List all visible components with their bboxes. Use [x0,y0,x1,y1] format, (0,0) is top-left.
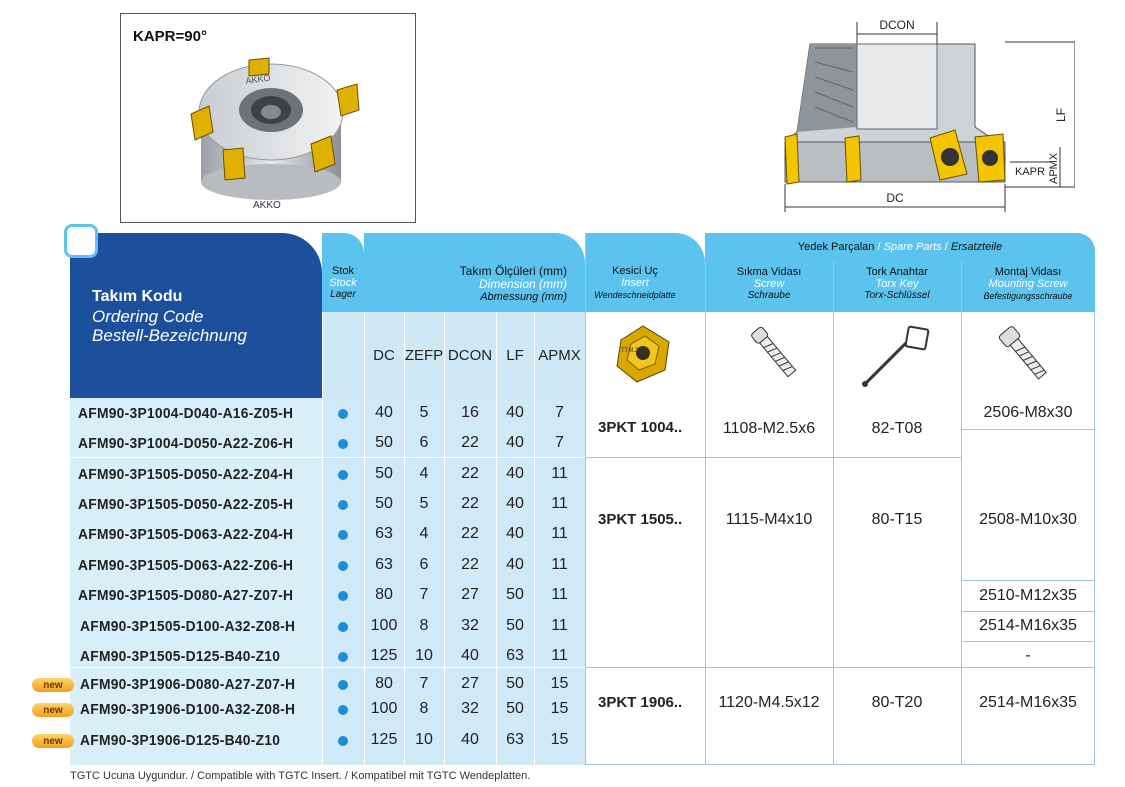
apmx-value: 15 [550,731,569,748]
screw-en: Screw [753,278,785,290]
dc-value: 80 [375,586,393,603]
stock-dot [338,561,348,571]
milling-cutter-photo [161,32,381,217]
checkbox-icon [64,224,98,258]
apmx-value: 11 [551,525,568,542]
apmx-value: 7 [555,434,564,451]
spare-title: Yedek Parçalan / Spare Parts / Ersatzteile [797,241,1003,253]
apmx-value: 11 [551,465,568,482]
dc-value: 50 [375,495,393,512]
new-badge: new [32,734,74,748]
zefp-value: 10 [415,647,433,664]
zefp-value: 7 [419,586,429,603]
insert-group-1: 3PKT 1004.. [598,419,683,436]
ordering-code: AFM90-3P1004-D050-A22-Z06-H [78,435,294,452]
mounting-screw-3: 2510-M12x35 [979,587,1077,604]
mounting-screw-1: 2506-M8x30 [983,404,1073,421]
stock-col-label-bg [322,312,364,398]
col-apmx: APMX [538,346,581,364]
dc-value: 80 [375,675,393,692]
insert-group-2: 3PKT 1505.. [598,511,683,528]
dc-value: 63 [375,525,393,542]
stock-dot [338,409,348,419]
ordering-code: AFM90-3P1505-D050-A22-Z05-H [78,496,294,513]
kapr-label: KAPR=90° [133,28,207,45]
dc-value: 50 [375,434,393,451]
stock-dot [338,470,348,480]
screw-icon [745,322,805,388]
dim-de: Abmessung (mm) [480,291,567,303]
lf-value: 63 [506,731,524,748]
zefp-value: 7 [419,675,429,692]
brand-text: AKKO [253,200,281,211]
stock-dot [338,736,348,746]
dcon-value: 27 [461,675,479,692]
stock-dot [338,500,348,510]
dcon-value: 16 [461,404,479,421]
mounting-screw-icon [995,322,1055,388]
spare-images-row [705,312,1095,398]
ordering-code: AFM90-3P1505-D050-A22-Z04-H [78,466,294,483]
apmx-value: 11 [551,586,568,603]
tool-code-en: Ordering Code [92,307,204,326]
stock-dot [338,591,348,601]
dc-value: 40 [375,404,393,421]
ordering-code: AFM90-3P1505-D125-B40-Z10 [80,648,281,665]
apmx-value: 11 [551,647,568,664]
dim-en: Dimension (mm) [478,277,567,291]
svg-text:AKKO: AKKO [244,72,272,86]
zefp-value: 10 [415,731,433,748]
apmx-value: 15 [550,700,569,717]
lf-value: 50 [506,675,524,692]
mounting-screw-4: 2514-M16x35 [979,617,1077,634]
dc-value: 125 [370,731,398,748]
zefp-value: 5 [419,495,429,512]
tool-code-de: Bestell-Bezeichnung [92,326,247,345]
spare-parts-header [705,233,1095,261]
key-header [833,266,961,302]
torx-key-icon [855,320,935,392]
zefp-value: 4 [419,525,429,542]
insert-group-3: 3PKT 1906.. [598,694,683,711]
dcon-value: 27 [461,586,479,603]
stock-dot [338,680,348,690]
dc-value: 63 [375,556,393,573]
kapr-drawing-label: KAPR [1015,166,1045,178]
spare-de: Ersatzteile [950,241,1003,253]
apmx-value: 11 [551,556,568,573]
dcon-value: 22 [461,465,479,482]
ordering-code: AFM90-3P1906-D080-A27-Z07-H [80,676,296,693]
dcon-value: 32 [461,617,479,634]
insert-image-cell [585,312,705,398]
screw-group-3: 1120-M4.5x12 [718,694,820,711]
apmx-value: 15 [550,675,569,692]
apmx-label: APMX [1048,152,1060,184]
lf-label: LF [1054,107,1068,122]
screw-group-2: 1115-M4x10 [725,511,813,528]
mounting-screw-2: 2508-M10x30 [979,511,1077,528]
col-dcon: DCON [447,346,493,364]
ordering-code: AFM90-3P1906-D125-B40-Z10 [80,732,281,749]
dim-tr: Takım Ölçüleri (mm) [459,264,567,278]
apmx-value: 7 [555,404,564,421]
zefp-value: 5 [419,404,429,421]
dcon-value: 22 [461,495,479,512]
key-tr: Tork Anahtar [866,266,928,278]
ordering-code: AFM90-3P1505-D100-A32-Z08-H [80,618,296,635]
lf-value: 40 [506,404,524,421]
lf-value: 40 [506,495,524,512]
mount-tr: Montaj Vidası [994,266,1062,278]
zefp-value: 8 [419,700,429,717]
dcon-value: 40 [461,647,479,664]
dc-label: DC [886,191,904,205]
ordering-code-header [70,233,322,398]
zefp-value: 6 [419,434,429,451]
stock-dot [338,652,348,662]
ordering-code: AFM90-3P1505-D080-A27-Z07-H [78,587,294,604]
ordering-code: AFM90-3P1004-D040-A16-Z05-H [78,405,294,422]
key-en: Torx Key [875,278,919,290]
svg-text:TTM.3P: TTM.3P [621,348,643,354]
lf-value: 50 [506,617,524,634]
ordering-code: AFM90-3P1906-D100-A32-Z08-H [80,701,296,718]
key-de: Torx-Schlüssel [864,290,930,301]
technical-drawing [775,12,1075,227]
new-badge: new [32,703,74,717]
lf-value: 40 [506,525,524,542]
col-dc: DC [373,346,395,364]
screw-group-1: 1108-M2.5x6 [722,420,816,437]
insert-icon [613,322,675,386]
lf-value: 40 [506,434,524,451]
apmx-value: 11 [551,617,568,634]
stock-de: Lager [330,289,356,300]
stock-tr: Stok [331,265,354,277]
insert-de: Wendeschneidplatte [594,290,676,300]
mount-en: Mounting Screw [988,278,1068,290]
sep [322,312,323,765]
dcon-value: 40 [461,731,479,748]
lf-value: 50 [506,586,524,603]
dcon-value: 22 [461,556,479,573]
stock-dot [338,705,348,715]
ordering-code: AFM90-3P1505-D063-A22-Z06-H [78,557,294,574]
group-sep [585,457,961,458]
lf-value: 40 [506,556,524,573]
ordering-code: AFM90-3P1505-D063-A22-Z04-H [78,526,294,543]
dc-value: 125 [370,647,398,664]
lf-value: 50 [506,700,524,717]
insert-tr: Kesici Uç [612,265,658,277]
lf-value: 40 [506,465,524,482]
zefp-value: 6 [419,556,429,573]
dc-value: 50 [375,465,393,482]
spare-tr: Yedek Parçalan [797,241,875,253]
new-badge: new [32,678,74,692]
stock-dot [338,622,348,632]
product-photo-box [120,13,416,223]
footer-note: TGTC Ucuna Uygundur. / Compatible with TGTC Insert. / Kompatibel mit TGTC Wendeplatten. [70,770,531,782]
tool-code-tr: Takım Kodu [92,288,183,305]
mount-de: Befestigungsschraube [983,291,1073,301]
screw-header [705,266,833,302]
mount-sep [961,429,1095,430]
zefp-value: 8 [419,617,429,634]
row-sep [70,457,585,458]
stock-dot [338,439,348,449]
screw-tr: Sıkma Vidası [736,266,802,278]
dc-value: 100 [370,617,398,634]
dcon-value: 22 [461,525,479,542]
dcon-value: 32 [461,700,479,717]
apmx-value: 11 [551,495,568,512]
sep [585,233,586,765]
dcon-label: DCON [879,18,915,32]
key-group-1: 82-T08 [871,420,923,437]
spare-en: Spare Parts [883,241,942,253]
zefp-value: 4 [419,465,429,482]
insert-en: Insert [621,277,649,289]
dc-value: 100 [370,700,398,717]
sep [705,312,1095,313]
mount-header [961,266,1095,302]
key-group-3: 80-T20 [871,694,923,711]
screw-de: Schraube [747,290,791,301]
mounting-screw-6: 2514-M16x35 [979,694,1077,711]
lf-value: 63 [506,647,524,664]
key-group-2: 80-T15 [871,511,923,528]
col-zefp: ZEFP [404,346,444,364]
stock-en: Stock [329,277,357,289]
stock-dot [338,530,348,540]
col-lf: LF [506,346,524,364]
dcon-value: 22 [461,434,479,451]
mounting-screw-5: - [1025,647,1031,664]
